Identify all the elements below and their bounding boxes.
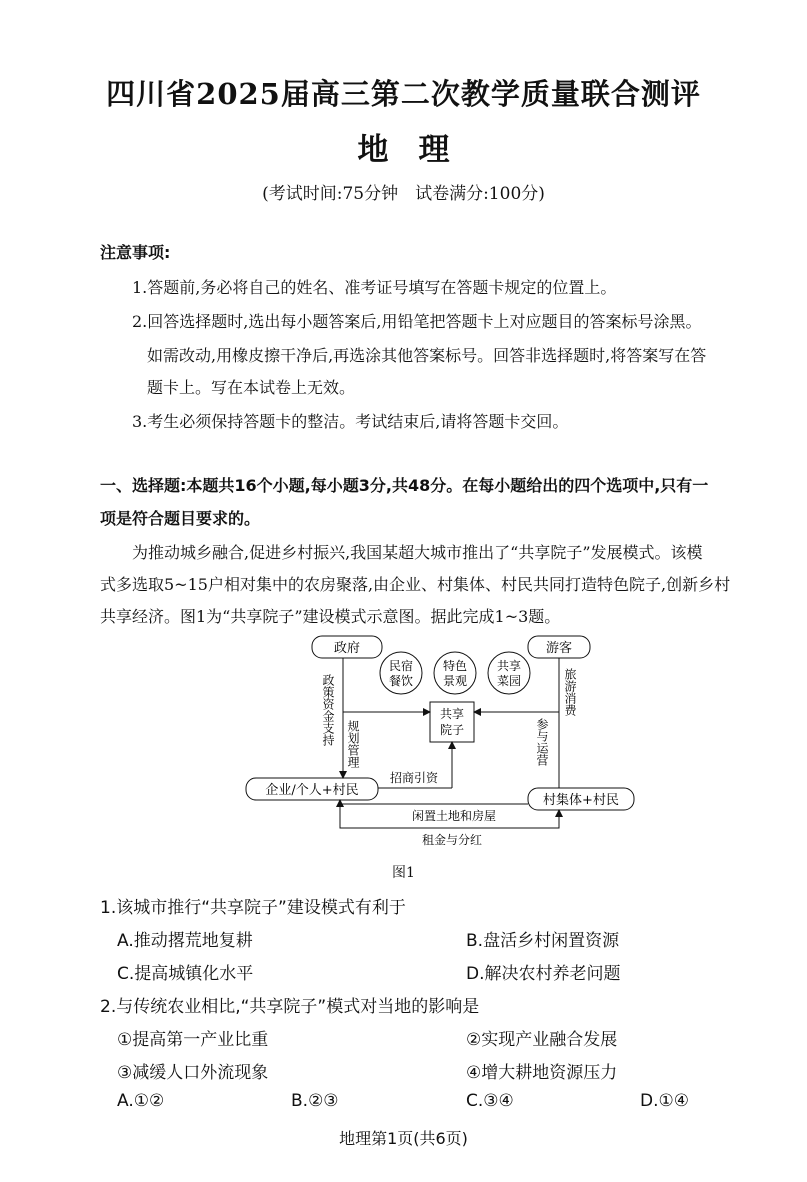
q2-stem: 2.与传统农业相比,“共享院子”模式对当地的影响是 (100, 997, 480, 1017)
bubble-homestay-l2: 餐饮 (388, 674, 414, 688)
bubble-landscape-l1: 特色 (442, 659, 468, 673)
bubble-homestay-l1: 民宿 (388, 659, 414, 673)
bubble-garden-l2: 菜园 (496, 674, 522, 688)
investment-label: 招商引资 (390, 771, 439, 785)
exam-info: (考试时间:75分钟 试卷满分:100分) (262, 184, 545, 204)
q2-statement-2: ②实现产业融合发展 (466, 1030, 618, 1050)
enterprise-label: 企业/个人+村民 (265, 783, 359, 798)
center-l1: 共享 (439, 707, 465, 721)
bubble-garden-l1: 共享 (496, 659, 522, 673)
page-footer: 地理第1页(共6页) (339, 1129, 468, 1148)
figure-caption: 图1 (392, 865, 415, 881)
notice-item-2-cont2: 题卡上。写在本试卷上无效。 (147, 378, 356, 397)
tourist-label: 游客 (545, 641, 573, 656)
q2-option-b: B.②③ (291, 1091, 339, 1111)
q2-option-a: A.①② (117, 1091, 165, 1111)
operation-label: 参与运营 (535, 718, 549, 766)
passage-line-1: 为推动城乡融合,促进乡村振兴,我国某超大城市推出了“共享院子”发展模式。该模 (132, 543, 703, 562)
section-heading: 一、选择题:本题共16个小题,每小题3分,共48分。在每小题给出的四个选项中,只有一 (100, 476, 709, 495)
bubble-landscape-l2: 景观 (442, 674, 468, 688)
passage-line-3: 共享经济。图1为“共享院子”建设模式示意图。据此完成1~3题。 (100, 607, 561, 626)
tourism-label: 旅游消费 (563, 668, 577, 716)
q2-statement-1: ①提高第一产业比重 (117, 1030, 269, 1050)
q2-option-d: D.①④ (640, 1091, 689, 1111)
q1-option-a: A.推动撂荒地复耕 (117, 931, 253, 951)
notice-item-1: 1.答题前,务必将自己的姓名、准考证号填写在答题卡规定的位置上。 (132, 278, 617, 297)
notice-heading: 注意事项: (100, 243, 171, 262)
q2-statement-3: ③减缓人口外流现象 (117, 1063, 269, 1083)
rent-label: 租金与分红 (422, 833, 483, 847)
shared-courtyard-diagram (240, 628, 640, 853)
center-l2: 院子 (439, 723, 465, 737)
q1-option-b: B.盘活乡村闲置资源 (466, 931, 620, 951)
notice-item-2-cont: 如需改动,用橡皮擦干净后,再选涂其他答案标号。回答非选择题时,将答案写在答 (147, 346, 707, 365)
gov-label: 政府 (333, 641, 361, 656)
q1-stem: 1.该城市推行“共享院子”建设模式有利于 (100, 898, 406, 918)
q1-option-d: D.解决农村养老问题 (466, 964, 621, 984)
exam-title: 四川省2025届高三第二次教学质量联合测评 (106, 77, 701, 111)
passage-line-2: 式多选取5~15户相对集中的农房聚落,由企业、村集体、村民共同打造特色院子,创新乡村 (100, 575, 731, 594)
notice-item-2: 2.回答选择题时,选出每小题答案后,用铅笔把答题卡上对应题目的答案标号涂黑。 (132, 312, 702, 331)
planning-label: 规划管理 (346, 720, 360, 768)
q2-option-c: C.③④ (466, 1091, 514, 1111)
village-label: 村集体+村民 (543, 793, 619, 808)
section-heading-cont: 项是符合题目要求的。 (100, 509, 261, 528)
subject-title: 地理 (357, 132, 480, 168)
notice-item-3: 3.考生必须保持答题卡的整洁。考试结束后,请将答题卡交回。 (132, 412, 569, 431)
q2-statement-4: ④增大耕地资源压力 (466, 1063, 618, 1083)
idle-land-label: 闲置土地和房屋 (412, 809, 497, 823)
q1-option-c: C.提高城镇化水平 (117, 964, 254, 984)
policy-label: 政策资金支持 (321, 674, 335, 746)
